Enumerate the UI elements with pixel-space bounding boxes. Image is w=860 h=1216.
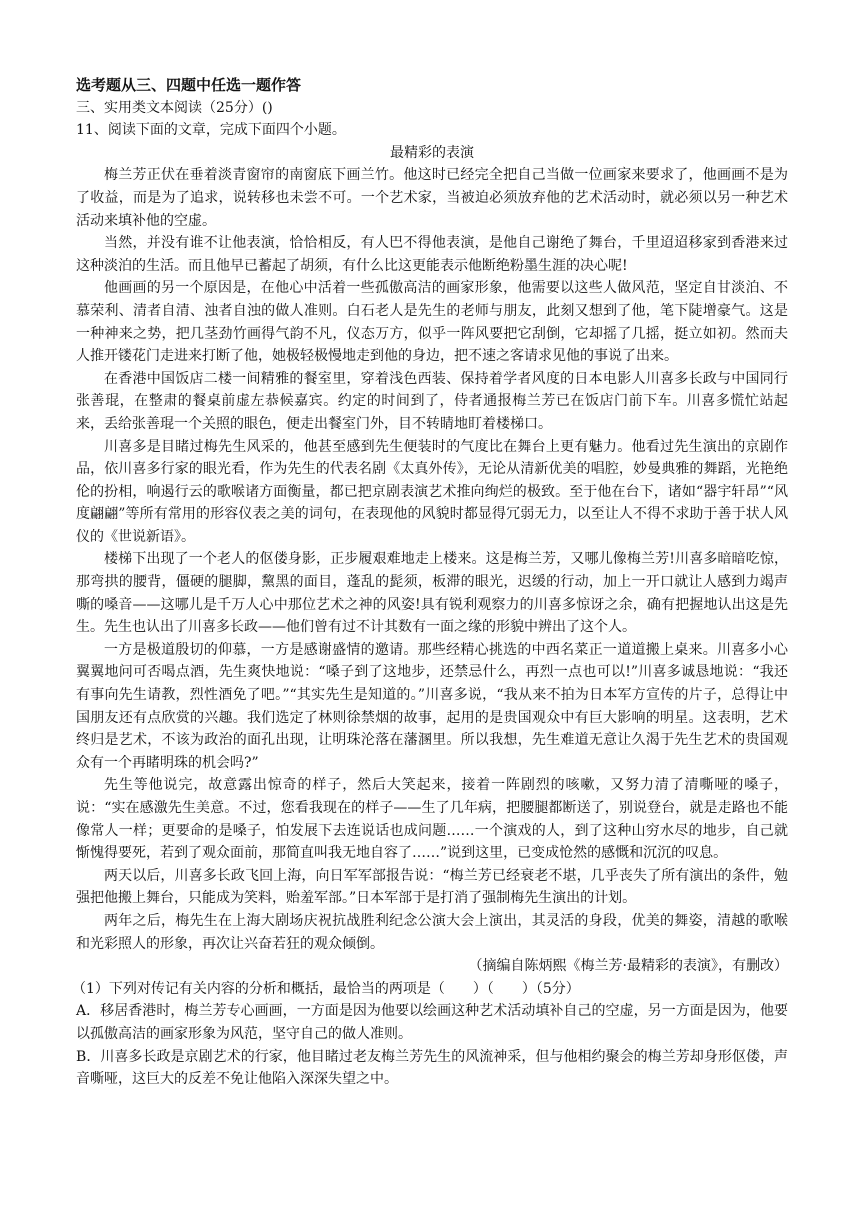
article-paragraph: 先生等他说完，故意露出惊奇的样子，然后大笑起来，接着一阵剧烈的咳嗽，又努力清了清嘶哑的嗓子，说：“实在感激先生美意。不过，您看我现在的样子——生了几年病，把腰腿都断送了，别说登台，就是走路也不能像常人一样；更要命的是嗓子，怕发展下去连说话也成问题……一个演戏的人，到了这种山穷水尽的地步，自己就惭愧得要死，若到了观众面前，那简直叫我无地自容了……”说到这里，已变成怆然的感慨和沉沉的叹息。 — [76, 777, 788, 862]
article-paragraph: 一方是极道殷切的仰慕，一方是感谢盛情的邀请。那些经精心挑选的中西名菜正一道道搬上桌来。川喜多小心翼翼地问可否喝点酒，先生爽快地说：“嗓子到了这地步，还禁忌什么，再烈一点也可以!”川喜多诚恳地说：“我还有事向先生请教，烈性酒免了吧。”“其实先生是知道的。”川喜多说，“我从来不拍为日本军方宣传的片子，总得让中国朋友还有点欣赏的兴趣。我们选定了林则徐禁烟的故事，起用的是贵国观众中有巨大影响的明星。这表明，艺术终归是艺术，不该为政治的面孔出现，让明珠沦落在藩溷里。所以我想，先生难道无意让久渴于先生艺术的贵国观众有一个再睹明珠的机会吗?” — [76, 641, 788, 771]
section-heading: 选考题从三、四题中任选一题作答 — [76, 76, 302, 94]
answer-option-a: A．移居香港时，梅兰芳专心画画，一方面是因为他要以绘画这种艺术活动填补自己的空虚，另一方面是因为，他要以孤傲高洁的画家形象为风范，坚守自己的做人准则。 — [76, 1003, 788, 1042]
article-paragraph: 当然，并没有谁不让他表演，恰恰相反，有人巴不得他表演，是他自己谢绝了舞台，千里迢迢移家到香港来过这种淡泊的生活。而且他早已蓄起了胡须，有什么比这更能表示他断绝粉墨生涯的决心呢! — [76, 235, 788, 274]
question-intro: 11、阅读下面的文章，完成下面四个小题。 — [76, 122, 346, 139]
question-stem: （1）下列对传记有关内容的分析和概括，最恰当的两项是（ ）（ ）（5分） — [72, 980, 580, 997]
article-paragraph: 他画画的另一个原因是，在他心中活着一些孤傲高洁的画家形象，他需要以这些人做风范，坚定自甘淡泊、不慕荣利、清者自清、浊者自浊的做人准则。白石老人是先生的老师与朋友，此刻又想到了他，笔下陡增豪气。这是一种神来之势，把几茎劲竹画得气韵不凡，仪态万方，似乎一阵风要把它刮倒，它却摇了几摇，挺立如初。然而夫人推开镂花门走进来打断了他，她极轻极慢地走到他的身边，把不速之客请求见他的事说了出来。 — [76, 280, 788, 365]
exam-page — [72, 74, 788, 1091]
article-paragraph: 在香港中国饭店二楼一间精雅的餐室里，穿着浅色西装、保持着学者风度的日本电影人川喜多长政与中国同行张善琨，在整肃的餐桌前虚左恭候嘉宾。约定的时间到了，侍者通报梅兰芳已在饭店门前下车。川喜多慌忙站起来，丢给张善琨一个关照的眼色，便走出餐室门外，目不转睛地盯着楼梯口。 — [76, 370, 788, 432]
article-paragraph: 梅兰芳正伏在垂着淡青窗帘的南窗底下画兰竹。他这时已经完全把自己当做一位画家来要求了，他画画不是为了收益，而是为了追求，说转移也未尝不可。一个艺术家，当被迫必须放弃他的艺术活动时，就必须以另一种艺术活动来填补他的空虚。 — [76, 167, 788, 229]
article-paragraph: 川喜多是目睹过梅先生风采的，他甚至感到先生便装时的气度比在舞台上更有魅力。他看过先生演出的京剧作品，依川喜多行家的眼光看，作为先生的代表名剧《太真外传》，无论从清新优美的唱腔，妙曼典雅的舞蹈，光艳绝伦的扮相，响遏行云的歌喉诸方面衡量，都已把京剧表演艺术推向绚烂的极致。至于他在台下，诸如“器宇轩昂”“风度翩翩”等所有常用的形容仪表之美的词句，在表现他的风貌时都显得冗弱无力，以至让人不得不求助于善于状人风仪的《世说新语》。 — [76, 438, 788, 545]
answer-option-b: B．川喜多长政是京剧艺术的行家，他目睹过老友梅兰芳先生的风流神采，但与他相约聚会的梅兰芳却身形伛偻，声音嘶哑，这巨大的反差不免让他陷入深深失望之中。 — [76, 1048, 788, 1088]
article-source: （摘编自陈炳熙《梅兰芳·最精彩的表演》，有删改） — [468, 958, 788, 975]
article-paragraph: 两年之后，梅先生在上海大剧场庆祝抗战胜利纪念公演大会上演出，其灵活的身段，优美的舞姿，清越的歌喉和光彩照人的形象，再次让兴奋若狂的观众倾倒。 — [76, 912, 788, 952]
article-paragraph: 两天以后，川喜多长政飞回上海，向日军军部报告说：“梅兰芳已经衰老不堪，几乎丧失了所有演出的条件，勉强把他搬上舞台，只能成为笑料，贻羞军部。”日本军部于是打消了强制梅先生演出的计划。 — [76, 867, 788, 907]
article-title: 最精彩的表演 — [390, 144, 474, 161]
article-paragraph: 楼梯下出现了一个老人的伛偻身影，正步履艰难地走上楼来。这是梅兰芳，又哪儿像梅兰芳!川喜多暗暗吃惊，那弯拱的腰背，僵硬的腿脚，黧黑的面目，蓬乱的髭须，板滞的眼光，迟缓的行动，加上一开口就让人感到力竭声嘶的嗓音——这哪儿是千万人心中那位艺术之神的风姿!具有锐利观察力的川喜多惊讶之余，确有把握地认出这是先生。先生也认出了川喜多长政——他们曾有过不计其数有一面之缘的形貌中辨出了这个人。 — [76, 551, 788, 636]
part-title: 三、实用类文本阅读（25分）() — [76, 99, 273, 116]
